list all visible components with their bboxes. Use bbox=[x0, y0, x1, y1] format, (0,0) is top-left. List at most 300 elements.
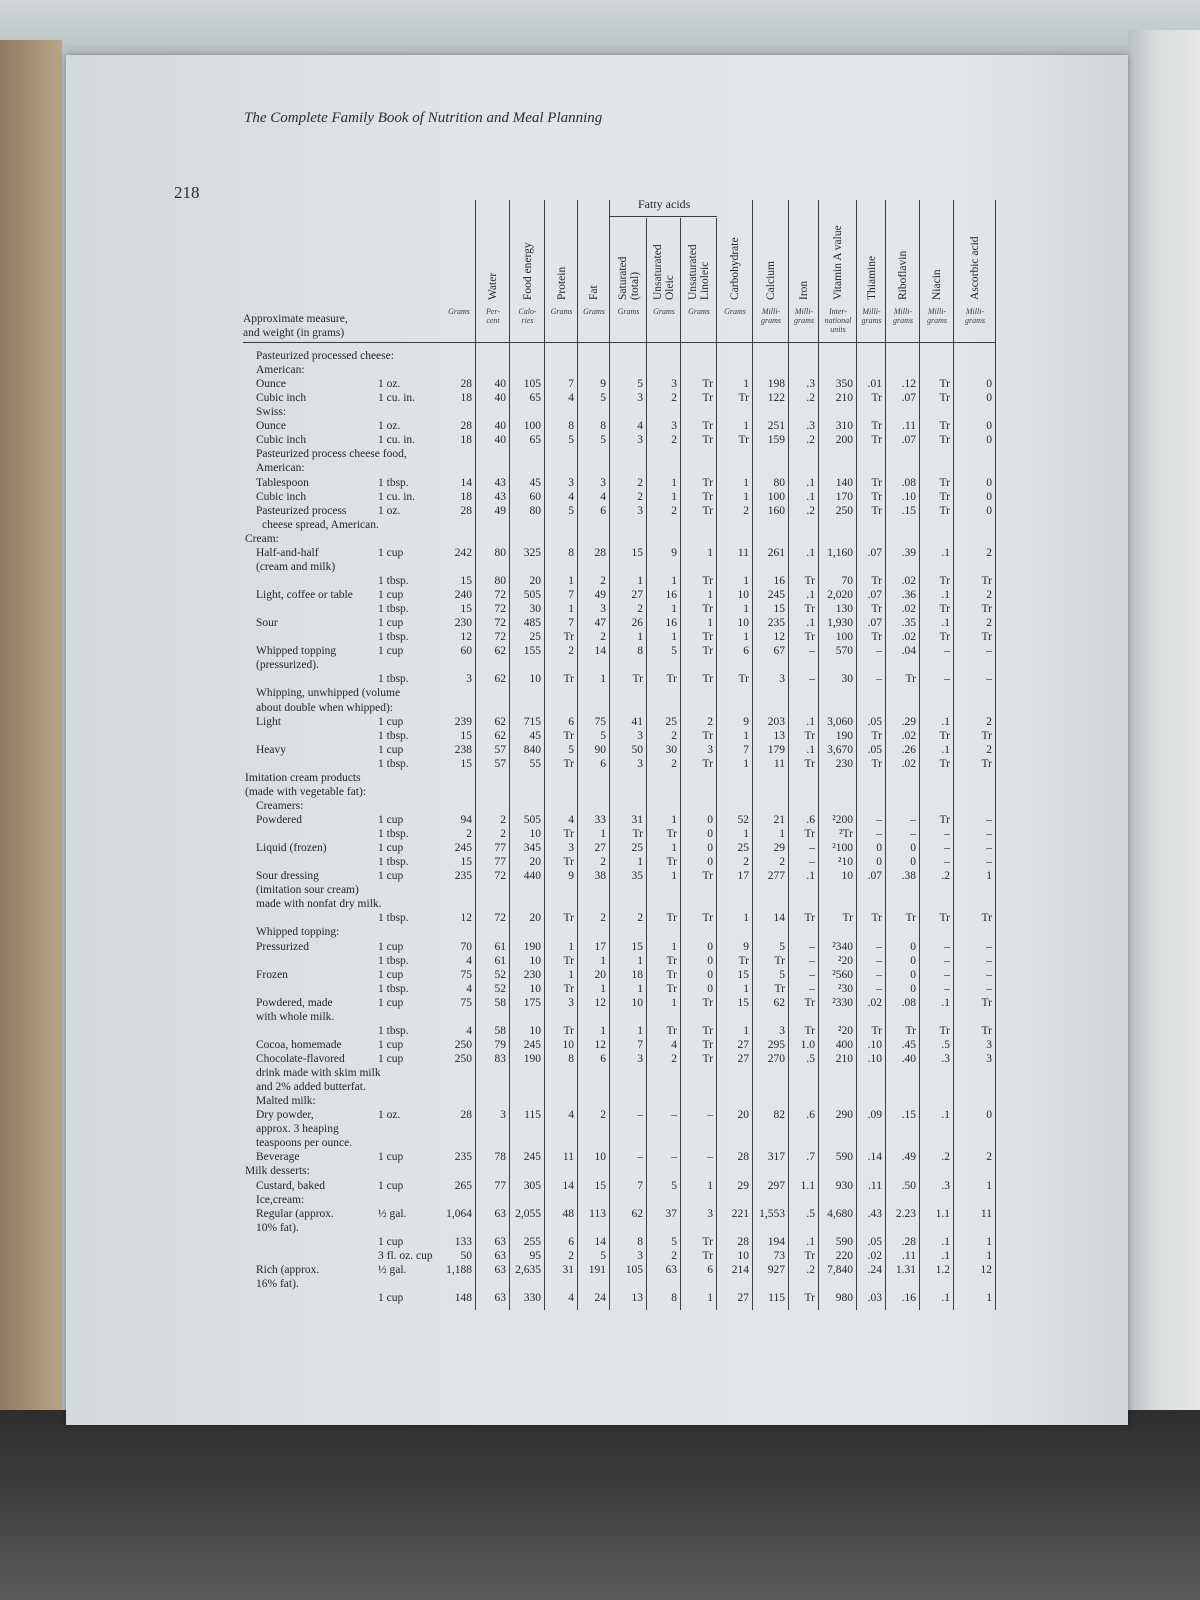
cell-ascorbic: Tr bbox=[981, 729, 992, 742]
cell-riboflavin: .36 bbox=[901, 589, 916, 602]
cell-riboflavin: 0 bbox=[910, 954, 916, 967]
cell-ascorbic: – bbox=[986, 954, 992, 967]
cell-ascorbic: 0 bbox=[986, 420, 992, 433]
cell-sat: 15 bbox=[631, 546, 643, 559]
cell-sat: 25 bbox=[631, 842, 643, 855]
cell-fat: 2 bbox=[600, 631, 606, 644]
cell-ascorbic: 0 bbox=[986, 378, 992, 391]
cell-vita: 290 bbox=[835, 1109, 853, 1122]
cell-oleic: 5 bbox=[671, 645, 677, 658]
cell-ascorbic: 0 bbox=[986, 504, 992, 517]
cell-energy: 60 bbox=[529, 490, 541, 503]
row-measure: 1 tbsp. bbox=[378, 982, 409, 995]
cell-riboflavin: .02 bbox=[901, 729, 916, 742]
cell-vita: 570 bbox=[835, 645, 853, 658]
cell-oleic: 9 bbox=[671, 546, 677, 559]
row-measure: 1 tbsp. bbox=[378, 954, 409, 967]
cell-energy: 10 bbox=[529, 673, 541, 686]
cell-energy: 115 bbox=[524, 1109, 541, 1122]
cell-niacin: .2 bbox=[941, 870, 950, 883]
cell-protein: 31 bbox=[562, 1263, 574, 1276]
cell-iron: Tr bbox=[804, 631, 815, 644]
cell-calcium: 317 bbox=[767, 1151, 785, 1164]
column-header-sat: (total) bbox=[628, 271, 641, 300]
cell-water: 77 bbox=[494, 842, 506, 855]
cell-thiamine: .14 bbox=[867, 1151, 882, 1164]
cell-vita: 400 bbox=[835, 1038, 853, 1051]
cell-calcium: 73 bbox=[773, 1249, 785, 1262]
cell-riboflavin: – bbox=[910, 813, 916, 826]
cell-water: 52 bbox=[494, 968, 506, 981]
cell-water: 62 bbox=[494, 715, 506, 728]
cell-fat: 2 bbox=[600, 912, 606, 925]
column-unit-grams: Grams bbox=[448, 307, 470, 316]
row-measure: 1 cup bbox=[378, 1151, 404, 1164]
cell-calcium: 14 bbox=[773, 912, 785, 925]
cell-vita: ²200 bbox=[832, 813, 853, 826]
cell-sat: 18 bbox=[631, 968, 643, 981]
cell-ascorbic: – bbox=[986, 856, 992, 869]
cell-niacin: Tr bbox=[939, 813, 950, 826]
column-rule bbox=[995, 200, 996, 1310]
cell-riboflavin: Tr bbox=[905, 1024, 916, 1037]
cell-vita: 1,160 bbox=[827, 546, 853, 559]
cell-vita: ²20 bbox=[838, 1024, 853, 1037]
cell-iron: .1 bbox=[806, 1235, 815, 1248]
cell-oleic: Tr bbox=[666, 1024, 677, 1037]
column-unit-iron: Milli- grams bbox=[793, 307, 814, 325]
cell-fat: 15 bbox=[594, 1179, 606, 1192]
row-label: teaspoons per ounce. bbox=[256, 1137, 353, 1150]
cell-riboflavin: .39 bbox=[901, 546, 916, 559]
cell-vita: 310 bbox=[835, 420, 853, 433]
cell-ascorbic: 0 bbox=[986, 490, 992, 503]
cell-linoleic: 3 bbox=[707, 743, 713, 756]
column-header-riboflavin: Riboflavin bbox=[897, 250, 909, 300]
cell-vita: 190 bbox=[835, 729, 853, 742]
cell-iron: Tr bbox=[804, 1292, 815, 1305]
cell-protein: Tr bbox=[563, 912, 574, 925]
cell-energy: 80 bbox=[529, 504, 541, 517]
cell-sat: 41 bbox=[631, 715, 643, 728]
cell-energy: 505 bbox=[523, 589, 541, 602]
cell-niacin: – bbox=[944, 968, 950, 981]
cell-niacin: .1 bbox=[941, 617, 950, 630]
cell-energy: 245 bbox=[523, 1151, 541, 1164]
cell-vita: 3,670 bbox=[827, 743, 853, 756]
cell-iron: Tr bbox=[804, 603, 815, 616]
cell-thiamine: .24 bbox=[867, 1263, 882, 1276]
cell-protein: 11 bbox=[562, 1151, 574, 1164]
cell-grams: 1,188 bbox=[446, 1263, 472, 1276]
cell-vita: 210 bbox=[835, 392, 853, 405]
cell-sat: 1 bbox=[637, 856, 643, 869]
cell-oleic: 30 bbox=[665, 743, 677, 756]
cell-carb: 52 bbox=[737, 813, 749, 826]
cell-ascorbic: Tr bbox=[981, 996, 992, 1009]
cell-thiamine: .07 bbox=[867, 870, 882, 883]
cell-thiamine: .05 bbox=[867, 715, 882, 728]
cell-calcium: 5 bbox=[779, 940, 785, 953]
cell-water: 57 bbox=[494, 743, 506, 756]
cell-fat: 10 bbox=[594, 1151, 606, 1164]
cell-thiamine: .05 bbox=[867, 1235, 882, 1248]
cell-carb: 2 bbox=[743, 504, 749, 517]
row-measure: 1 cup bbox=[378, 1053, 404, 1065]
row-label: Custard, baked bbox=[256, 1179, 325, 1192]
column-header-linoleic: Unsaturated bbox=[687, 244, 699, 300]
cell-thiamine: .10 bbox=[867, 1053, 882, 1065]
cell-vita: 200 bbox=[835, 434, 853, 447]
cell-ascorbic: 12 bbox=[980, 1263, 992, 1276]
cell-calcium: 29 bbox=[773, 842, 785, 855]
cell-vita: 230 bbox=[835, 757, 853, 770]
cell-ascorbic: – bbox=[986, 828, 992, 841]
cell-grams: 4 bbox=[466, 954, 472, 967]
cell-protein: 8 bbox=[568, 1053, 574, 1065]
row-measure: 1 cup bbox=[378, 715, 404, 728]
cell-fat: 28 bbox=[594, 546, 606, 559]
cell-calcium: 80 bbox=[773, 476, 785, 489]
cell-riboflavin: .04 bbox=[901, 645, 916, 658]
row-label: Half-and-half bbox=[256, 546, 319, 559]
cell-iron: – bbox=[809, 982, 815, 995]
cell-carb: 15 bbox=[737, 996, 749, 1009]
cell-energy: 2,635 bbox=[515, 1263, 541, 1276]
cell-fat: 1 bbox=[600, 982, 606, 995]
cell-iron: .6 bbox=[806, 1109, 815, 1122]
row-label: American: bbox=[256, 462, 305, 475]
cell-grams: 133 bbox=[454, 1235, 472, 1248]
cell-oleic: Tr bbox=[666, 982, 677, 995]
cell-grams: 28 bbox=[460, 504, 472, 517]
cell-linoleic: 0 bbox=[707, 954, 713, 967]
cell-vita: 2,020 bbox=[827, 589, 853, 602]
cell-oleic: 2 bbox=[671, 1249, 677, 1262]
cell-niacin: 1.2 bbox=[935, 1263, 950, 1276]
cell-linoleic: 0 bbox=[707, 968, 713, 981]
cell-thiamine: .02 bbox=[867, 996, 882, 1009]
cell-fat: 1 bbox=[600, 828, 606, 841]
cell-riboflavin: .29 bbox=[901, 715, 916, 728]
column-header-vita: Vitamin A value bbox=[832, 225, 844, 300]
cell-vita: 10 bbox=[841, 870, 853, 883]
cell-iron: 1.0 bbox=[800, 1038, 815, 1051]
cell-carb: 20 bbox=[737, 1109, 749, 1122]
row-label: Creamers: bbox=[256, 799, 304, 812]
cell-carb: 28 bbox=[737, 1235, 749, 1248]
cell-iron: Tr bbox=[804, 828, 815, 841]
row-label: with whole milk. bbox=[256, 1010, 335, 1023]
cell-linoleic: Tr bbox=[702, 996, 713, 1009]
cell-riboflavin: Tr bbox=[905, 673, 916, 686]
cell-energy: 45 bbox=[529, 729, 541, 742]
cell-calcium: 67 bbox=[773, 645, 785, 658]
cell-riboflavin: .08 bbox=[901, 476, 916, 489]
cell-ascorbic: – bbox=[986, 842, 992, 855]
column-unit-calcium: Milli- grams bbox=[760, 307, 781, 325]
row-measure: 1 cup bbox=[378, 589, 404, 602]
cell-water: 63 bbox=[494, 1263, 506, 1276]
cell-oleic: 8 bbox=[671, 1292, 677, 1305]
cell-niacin: Tr bbox=[939, 574, 950, 587]
cell-calcium: 194 bbox=[767, 1235, 785, 1248]
cell-niacin: Tr bbox=[939, 434, 950, 447]
cell-iron: .7 bbox=[806, 1151, 815, 1164]
cell-sat: 3 bbox=[637, 504, 643, 517]
cell-linoleic: Tr bbox=[702, 870, 713, 883]
row-label: Whipping, unwhipped (volume bbox=[256, 687, 401, 700]
cell-calcium: 5 bbox=[779, 968, 785, 981]
row-measure: 1 oz. bbox=[378, 1109, 401, 1122]
row-measure: 1 cup bbox=[378, 968, 404, 981]
cell-riboflavin: .02 bbox=[901, 631, 916, 644]
cell-vita: 170 bbox=[835, 490, 853, 503]
row-label: Cubic inch bbox=[256, 392, 307, 405]
cell-protein: 1 bbox=[568, 574, 574, 587]
cell-linoleic: Tr bbox=[702, 490, 713, 503]
cell-oleic: 2 bbox=[671, 434, 677, 447]
cell-energy: 10 bbox=[529, 828, 541, 841]
cell-sat: 8 bbox=[637, 1235, 643, 1248]
cell-fat: 75 bbox=[594, 715, 606, 728]
cell-protein: 48 bbox=[562, 1207, 574, 1220]
cell-ascorbic: 1 bbox=[986, 1292, 992, 1305]
cell-calcium: 115 bbox=[768, 1292, 785, 1305]
cell-sat: 1 bbox=[637, 1024, 643, 1037]
cell-linoleic: 1 bbox=[707, 617, 713, 630]
row-label: Pasteurized process bbox=[256, 504, 347, 517]
cell-calcium: 277 bbox=[767, 870, 785, 883]
cell-protein: 4 bbox=[568, 490, 574, 503]
cell-water: 62 bbox=[494, 729, 506, 742]
cell-iron: Tr bbox=[804, 912, 815, 925]
cell-niacin: Tr bbox=[939, 378, 950, 391]
cell-calcium: 122 bbox=[767, 392, 785, 405]
cell-calcium: 82 bbox=[773, 1109, 785, 1122]
cell-fat: 27 bbox=[594, 842, 606, 855]
cell-oleic: 25 bbox=[665, 715, 677, 728]
cell-ascorbic: 0 bbox=[986, 1109, 992, 1122]
row-measure: 1 cu. in. bbox=[378, 392, 416, 405]
cell-vita: 980 bbox=[835, 1292, 853, 1305]
row-measure: 1 tbsp. bbox=[378, 1024, 409, 1037]
row-measure: 1 cup bbox=[378, 813, 404, 826]
cell-ascorbic: – bbox=[986, 968, 992, 981]
cell-sat: 13 bbox=[631, 1292, 643, 1305]
cell-thiamine: Tr bbox=[871, 729, 882, 742]
row-measure: 1 oz. bbox=[378, 378, 401, 391]
row-measure: 1 cup bbox=[378, 645, 404, 658]
cell-calcium: 16 bbox=[773, 574, 785, 587]
row-label: Whipped topping: bbox=[256, 926, 340, 939]
cell-linoleic: Tr bbox=[702, 757, 713, 770]
cell-ascorbic: – bbox=[986, 940, 992, 953]
cell-carb: 29 bbox=[737, 1179, 749, 1192]
row-label: (pressurized). bbox=[256, 659, 319, 672]
cell-niacin: Tr bbox=[939, 631, 950, 644]
cell-carb: 1 bbox=[743, 1024, 749, 1037]
cell-carb: 2 bbox=[743, 856, 749, 869]
row-label: made with nonfat dry milk. bbox=[256, 898, 382, 911]
cell-water: 79 bbox=[494, 1038, 506, 1051]
cell-fat: 24 bbox=[594, 1292, 606, 1305]
cell-sat: 3 bbox=[637, 757, 643, 770]
cell-energy: 505 bbox=[523, 813, 541, 826]
cell-oleic: Tr bbox=[666, 856, 677, 869]
cell-vita: 1,930 bbox=[827, 617, 853, 630]
cell-grams: 4 bbox=[466, 982, 472, 995]
cell-ascorbic: 1 bbox=[986, 1249, 992, 1262]
cell-iron: – bbox=[809, 645, 815, 658]
cell-niacin: – bbox=[944, 828, 950, 841]
row-measure: 1 cup bbox=[378, 743, 404, 756]
cell-iron: .1 bbox=[806, 715, 815, 728]
cell-iron: 1.1 bbox=[800, 1179, 815, 1192]
cell-iron: – bbox=[809, 954, 815, 967]
cell-water: 83 bbox=[494, 1053, 506, 1065]
cell-carb: 1 bbox=[743, 631, 749, 644]
measure-header: Approximate measure, bbox=[243, 313, 348, 325]
row-label: Pasteurized processed cheese: bbox=[256, 350, 394, 362]
cell-thiamine: Tr bbox=[871, 476, 882, 489]
cell-fat: 5 bbox=[600, 729, 606, 742]
background-top bbox=[0, 0, 1200, 45]
cell-grams: 250 bbox=[454, 1053, 472, 1065]
cell-oleic: 16 bbox=[665, 617, 677, 630]
cell-vita: 3,060 bbox=[827, 715, 853, 728]
column-unit-fat: Grams bbox=[583, 307, 605, 316]
cell-energy: 105 bbox=[523, 378, 541, 391]
cell-riboflavin: .35 bbox=[901, 617, 916, 630]
row-measure: 1 cu. in. bbox=[378, 434, 416, 447]
row-label: approx. 3 heaping bbox=[256, 1123, 339, 1136]
cell-grams: 230 bbox=[454, 617, 472, 630]
cell-oleic: Tr bbox=[666, 828, 677, 841]
cell-iron: .1 bbox=[806, 546, 815, 559]
cell-fat: 6 bbox=[600, 757, 606, 770]
cell-sat: 1 bbox=[637, 631, 643, 644]
cell-linoleic: Tr bbox=[702, 476, 713, 489]
cell-thiamine: .05 bbox=[867, 743, 882, 756]
cell-grams: 94 bbox=[460, 813, 472, 826]
cell-water: 52 bbox=[494, 982, 506, 995]
cell-fat: 191 bbox=[588, 1263, 606, 1276]
row-measure: 3 fl. oz. cup bbox=[378, 1249, 433, 1262]
row-measure: 1 tbsp. bbox=[378, 603, 409, 616]
cell-energy: 2,055 bbox=[515, 1207, 541, 1220]
cell-energy: 30 bbox=[529, 603, 541, 616]
column-header-calcium: Calcium bbox=[765, 261, 777, 300]
column-unit-niacin: Milli- grams bbox=[926, 307, 947, 325]
cell-protein: 8 bbox=[568, 546, 574, 559]
cell-iron: .5 bbox=[806, 1053, 815, 1065]
cell-fat: 113 bbox=[589, 1207, 606, 1220]
cell-carb: 10 bbox=[737, 1249, 749, 1262]
cell-linoleic: 1 bbox=[707, 546, 713, 559]
cell-vita: 100 bbox=[835, 631, 853, 644]
column-header-oleic: Oleic bbox=[664, 275, 676, 300]
row-label: Pressurized bbox=[256, 940, 310, 953]
cell-protein: Tr bbox=[563, 954, 574, 967]
cell-linoleic: Tr bbox=[702, 434, 713, 447]
cell-water: 72 bbox=[494, 603, 506, 616]
cell-energy: 190 bbox=[523, 940, 541, 953]
cell-thiamine: – bbox=[876, 813, 882, 826]
cell-energy: 20 bbox=[529, 856, 541, 869]
cell-niacin: .5 bbox=[941, 1038, 950, 1051]
cell-protein: Tr bbox=[563, 673, 574, 686]
page-number: 218 bbox=[174, 183, 200, 202]
cell-sat: 2 bbox=[637, 603, 643, 616]
cell-vita: 70 bbox=[841, 574, 853, 587]
cell-linoleic: 0 bbox=[707, 856, 713, 869]
cell-energy: 345 bbox=[523, 842, 541, 855]
cell-iron: Tr bbox=[804, 1024, 815, 1037]
cell-protein: 1 bbox=[568, 968, 574, 981]
cell-thiamine: .03 bbox=[867, 1292, 882, 1305]
cell-vita: ²560 bbox=[832, 968, 853, 981]
cell-thiamine: .07 bbox=[867, 617, 882, 630]
cell-grams: 15 bbox=[460, 856, 472, 869]
cell-carb: 1 bbox=[743, 420, 749, 433]
cell-sat: 15 bbox=[631, 940, 643, 953]
row-label: (imitation sour cream) bbox=[256, 884, 359, 897]
cell-sat: 1 bbox=[637, 982, 643, 995]
cell-carb: 1 bbox=[743, 378, 749, 391]
cell-water: 63 bbox=[494, 1235, 506, 1248]
cell-sat: 31 bbox=[631, 813, 643, 826]
cell-riboflavin: .38 bbox=[901, 870, 916, 883]
cell-fat: 2 bbox=[600, 574, 606, 587]
cell-fat: 4 bbox=[600, 490, 606, 503]
cell-linoleic: Tr bbox=[702, 378, 713, 391]
cell-oleic: Tr bbox=[666, 912, 677, 925]
cell-protein: 3 bbox=[568, 842, 574, 855]
cell-energy: 65 bbox=[529, 392, 541, 405]
cell-niacin: – bbox=[944, 842, 950, 855]
cell-calcium: 15 bbox=[773, 603, 785, 616]
cell-riboflavin: .49 bbox=[901, 1151, 916, 1164]
cell-thiamine: Tr bbox=[871, 434, 882, 447]
cell-water: 72 bbox=[494, 589, 506, 602]
cell-protein: Tr bbox=[563, 631, 574, 644]
cell-iron: .1 bbox=[806, 589, 815, 602]
cell-energy: 20 bbox=[529, 574, 541, 587]
cell-linoleic: 2 bbox=[707, 715, 713, 728]
cell-oleic: 1 bbox=[671, 476, 677, 489]
row-measure: 1 tbsp. bbox=[378, 574, 409, 587]
cell-thiamine: – bbox=[876, 954, 882, 967]
cell-linoleic: Tr bbox=[702, 1053, 713, 1065]
cell-linoleic: 0 bbox=[707, 982, 713, 995]
cell-water: 62 bbox=[494, 673, 506, 686]
row-measure: 1 cu. in. bbox=[378, 490, 416, 503]
cell-grams: 15 bbox=[460, 757, 472, 770]
cell-energy: 25 bbox=[529, 631, 541, 644]
cell-iron: .3 bbox=[806, 420, 815, 433]
cell-grams: 15 bbox=[460, 574, 472, 587]
row-measure: 1 cup bbox=[378, 940, 404, 953]
cell-carb: 7 bbox=[743, 743, 749, 756]
cell-carb: 15 bbox=[737, 968, 749, 981]
cell-calcium: 3 bbox=[779, 673, 785, 686]
column-header-oleic: Unsaturated bbox=[652, 244, 664, 300]
cell-fat: 38 bbox=[594, 870, 606, 883]
column-unit-riboflavin: Milli- grams bbox=[892, 307, 913, 325]
cell-riboflavin: .28 bbox=[901, 1235, 916, 1248]
cell-linoleic: Tr bbox=[702, 1038, 713, 1051]
